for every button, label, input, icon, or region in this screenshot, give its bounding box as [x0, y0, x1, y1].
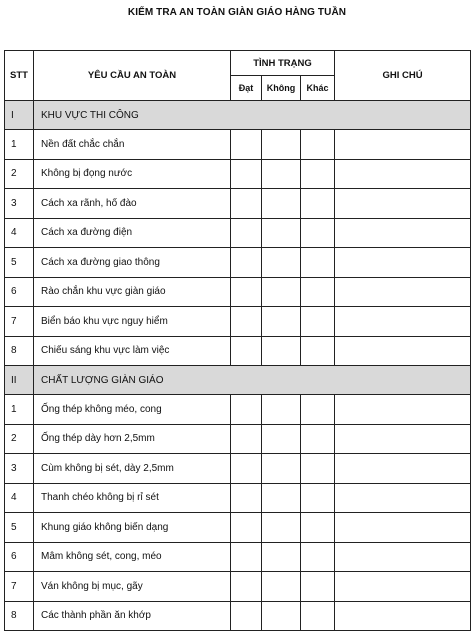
status-other-cell[interactable]	[301, 542, 335, 572]
status-ok-cell[interactable]	[231, 454, 262, 484]
table-row	[5, 189, 471, 219]
item-requirement: Chiếu sáng khu vực làm việc	[34, 336, 231, 366]
table-row	[5, 542, 471, 572]
status-ok-cell[interactable]	[231, 572, 262, 602]
item-requirement: Rào chắn khu vực giàn giáo	[34, 277, 231, 307]
item-requirement: Nền đất chắc chắn	[34, 130, 231, 160]
status-no-cell[interactable]	[262, 454, 301, 484]
status-no-cell[interactable]	[262, 483, 301, 513]
item-number: 7	[5, 572, 34, 602]
note-cell[interactable]	[335, 601, 471, 631]
status-other-cell[interactable]	[301, 159, 335, 189]
table-row	[5, 307, 471, 337]
status-no-cell[interactable]	[262, 277, 301, 307]
checklist-body	[5, 101, 471, 631]
note-cell[interactable]	[335, 336, 471, 366]
item-requirement: Biển báo khu vực nguy hiểm	[34, 307, 231, 337]
note-cell[interactable]	[335, 395, 471, 425]
item-requirement: Cùm không bị sét, dày 2,5mm	[34, 454, 231, 484]
table-row	[5, 218, 471, 248]
section-number: II	[5, 366, 34, 395]
status-other-cell[interactable]	[301, 395, 335, 425]
header-status-no: Không	[262, 76, 301, 101]
status-ok-cell[interactable]	[231, 513, 262, 543]
checklist-table	[4, 50, 471, 631]
status-other-cell[interactable]	[301, 572, 335, 602]
status-other-cell[interactable]	[301, 248, 335, 278]
item-requirement: Ván không bị mục, gãy	[34, 572, 231, 602]
document-title: KIỂM TRA AN TOÀN GIÀN GIÁO HÀNG TUẦN	[127, 7, 347, 18]
status-other-cell[interactable]	[301, 336, 335, 366]
item-requirement: Cách xa đường điện	[34, 218, 231, 248]
note-cell[interactable]	[335, 307, 471, 337]
status-no-cell[interactable]	[262, 424, 301, 454]
note-cell[interactable]	[335, 277, 471, 307]
note-cell[interactable]	[335, 424, 471, 454]
item-number: 6	[5, 277, 34, 307]
table-row	[5, 395, 471, 425]
status-no-cell[interactable]	[262, 513, 301, 543]
status-no-cell[interactable]	[262, 189, 301, 219]
item-number: 4	[5, 483, 34, 513]
status-other-cell[interactable]	[301, 454, 335, 484]
item-requirement: Mâm không sét, cong, méo	[34, 542, 231, 572]
note-cell[interactable]	[335, 130, 471, 160]
item-requirement: Ống thép dày hơn 2,5mm	[34, 424, 231, 454]
table-row	[5, 248, 471, 278]
note-cell[interactable]	[335, 248, 471, 278]
table-row	[5, 454, 471, 484]
note-cell[interactable]	[335, 189, 471, 219]
status-ok-cell[interactable]	[231, 483, 262, 513]
status-no-cell[interactable]	[262, 601, 301, 631]
note-cell[interactable]	[335, 483, 471, 513]
item-requirement: Cách xa rãnh, hố đào	[34, 189, 231, 219]
status-other-cell[interactable]	[301, 513, 335, 543]
status-other-cell[interactable]	[301, 218, 335, 248]
table-row	[5, 424, 471, 454]
section-row	[5, 366, 471, 395]
status-ok-cell[interactable]	[231, 130, 262, 160]
status-ok-cell[interactable]	[231, 248, 262, 278]
status-ok-cell[interactable]	[231, 218, 262, 248]
item-number: 2	[5, 159, 34, 189]
item-number: 8	[5, 336, 34, 366]
item-number: 2	[5, 424, 34, 454]
status-no-cell[interactable]	[262, 159, 301, 189]
item-number: 4	[5, 218, 34, 248]
item-requirement: Ống thép không méo, cong	[34, 395, 231, 425]
section-name: CHẤT LƯỢNG GIÀN GIÁO	[34, 366, 471, 395]
item-requirement: Các thành phần ăn khớp	[34, 601, 231, 631]
status-ok-cell[interactable]	[231, 395, 262, 425]
section-number: I	[5, 101, 34, 130]
section-row	[5, 101, 471, 130]
header-status: TÌNH TRẠNG	[231, 51, 335, 76]
item-requirement: Cách xa đường giao thông	[34, 248, 231, 278]
status-ok-cell[interactable]	[231, 336, 262, 366]
status-ok-cell[interactable]	[231, 159, 262, 189]
status-no-cell[interactable]	[262, 248, 301, 278]
status-no-cell[interactable]	[262, 336, 301, 366]
status-other-cell[interactable]	[301, 189, 335, 219]
item-number: 6	[5, 542, 34, 572]
status-no-cell[interactable]	[262, 395, 301, 425]
table-row	[5, 513, 471, 543]
table-row	[5, 336, 471, 366]
status-other-cell[interactable]	[301, 483, 335, 513]
item-requirement: Thanh chéo không bị rỉ sét	[34, 483, 231, 513]
note-cell[interactable]	[335, 542, 471, 572]
item-number: 8	[5, 601, 34, 631]
item-number: 5	[5, 248, 34, 278]
table-row	[5, 601, 471, 631]
status-ok-cell[interactable]	[231, 424, 262, 454]
status-ok-cell[interactable]	[231, 277, 262, 307]
status-no-cell[interactable]	[262, 307, 301, 337]
item-requirement: Không bị đọng nước	[34, 159, 231, 189]
status-no-cell[interactable]	[262, 218, 301, 248]
table-row	[5, 159, 471, 189]
table-row	[5, 483, 471, 513]
note-cell[interactable]	[335, 454, 471, 484]
table-row	[5, 130, 471, 160]
header-stt: STT	[5, 51, 34, 101]
item-number: 1	[5, 130, 34, 160]
note-cell[interactable]	[335, 159, 471, 189]
status-other-cell[interactable]	[301, 601, 335, 631]
item-number: 3	[5, 189, 34, 219]
note-cell[interactable]	[335, 572, 471, 602]
header-note: GHI CHÚ	[335, 51, 471, 101]
section-name: KHU VỰC THI CÔNG	[34, 101, 471, 130]
status-other-cell[interactable]	[301, 424, 335, 454]
item-number: 5	[5, 513, 34, 543]
header-requirement: YÊU CẦU AN TOÀN	[34, 51, 231, 101]
note-cell[interactable]	[335, 218, 471, 248]
table-row	[5, 572, 471, 602]
status-ok-cell[interactable]	[231, 601, 262, 631]
status-ok-cell[interactable]	[231, 189, 262, 219]
status-other-cell[interactable]	[301, 130, 335, 160]
header-status-other: Khác	[301, 76, 335, 101]
status-ok-cell[interactable]	[231, 307, 262, 337]
item-requirement: Khung giáo không biến dạng	[34, 513, 231, 543]
item-number: 7	[5, 307, 34, 337]
item-number: 1	[5, 395, 34, 425]
status-other-cell[interactable]	[301, 277, 335, 307]
table-row	[5, 277, 471, 307]
status-other-cell[interactable]	[301, 307, 335, 337]
status-ok-cell[interactable]	[231, 542, 262, 572]
status-no-cell[interactable]	[262, 542, 301, 572]
status-no-cell[interactable]	[262, 572, 301, 602]
item-number: 3	[5, 454, 34, 484]
note-cell[interactable]	[335, 513, 471, 543]
status-no-cell[interactable]	[262, 130, 301, 160]
header-status-ok: Đạt	[231, 76, 262, 101]
